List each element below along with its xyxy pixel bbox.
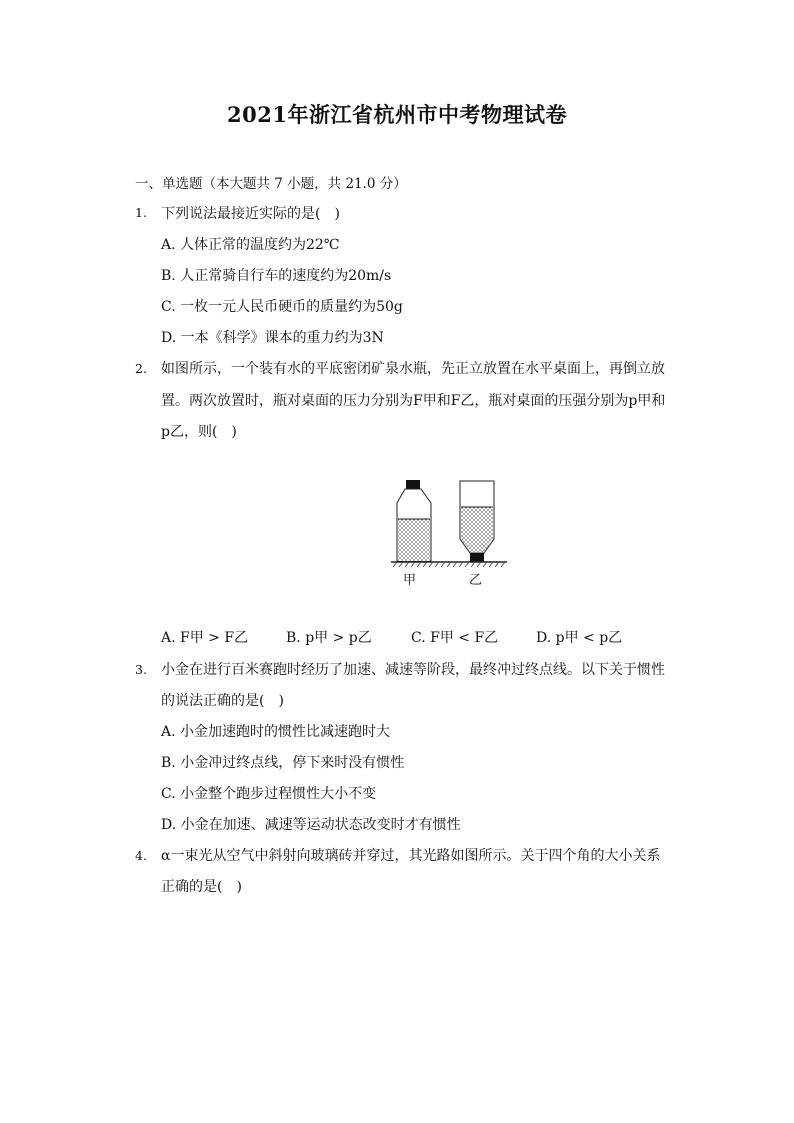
question-text-line: 正确的是( ) bbox=[161, 879, 242, 895]
option-d[interactable]: D. 一本《科学》课本的重力约为3N bbox=[161, 330, 384, 346]
label-yi: 乙 bbox=[469, 573, 483, 588]
table-surface bbox=[391, 562, 507, 567]
option-b[interactable]: B. 人正常骑自行车的速度约为20m/s bbox=[161, 268, 392, 284]
question-text: 下列说法最接近实际的是( ) bbox=[161, 206, 340, 222]
option-a[interactable]: A. 小金加速跑时的惯性比减速跑时大 bbox=[161, 724, 391, 740]
question-text-line: 的说法正确的是( ) bbox=[161, 693, 284, 709]
section-heading: 一、单选题（本大题共 7 小题，共 21.0 分） bbox=[135, 176, 407, 192]
bottle-inverted bbox=[460, 481, 494, 562]
options-row bbox=[161, 627, 661, 647]
question-number: 1. bbox=[135, 205, 147, 220]
question-text-line: 置。两次放置时，瓶对桌面的压力分别为F甲和F乙，瓶对桌面的压强分别为p甲和 bbox=[161, 393, 666, 409]
option-b[interactable]: B. 小金冲过终点线，停下来时没有惯性 bbox=[161, 755, 405, 771]
option-b[interactable]: B. p甲 > p乙 bbox=[286, 630, 372, 646]
bottle-upright bbox=[397, 480, 431, 561]
option-c[interactable]: C. 小金整个跑步过程惯性大小不变 bbox=[161, 786, 377, 802]
option-d[interactable]: D. 小金在加速、减速等运动状态改变时才有惯性 bbox=[161, 817, 461, 833]
option-a[interactable]: A. 人体正常的温度约为22℃ bbox=[161, 237, 340, 253]
option-c[interactable]: C. F甲 < F乙 bbox=[411, 630, 499, 646]
bottle-figure bbox=[383, 473, 543, 593]
option-c[interactable]: C. 一枚一元人民币硬币的质量约为50g bbox=[161, 299, 403, 315]
page-title: 2021年浙江省杭州市中考物理试卷 bbox=[227, 102, 567, 127]
question-number: 2. bbox=[135, 361, 147, 376]
question-text-line: α一束光从空气中斜射向玻璃砖并穿过，其光路如图所示。关于四个角的大小关系 bbox=[161, 848, 661, 864]
question-text-line: 如图所示，一个装有水的平底密闭矿泉水瓶，先正立放置在水平桌面上，再倒立放 bbox=[161, 361, 665, 377]
label-jia: 甲 bbox=[403, 573, 417, 588]
question-text-line: 小金在进行百米赛跑时经历了加速、减速等阶段，最终冲过终点线。以下关于惯性 bbox=[161, 662, 665, 678]
option-d[interactable]: D. p甲 < p乙 bbox=[536, 630, 623, 646]
question-number: 3. bbox=[135, 662, 147, 677]
question-number: 4. bbox=[135, 848, 147, 863]
option-a[interactable]: A. F甲 > F乙 bbox=[161, 630, 249, 646]
question-text-line: p乙，则( ) bbox=[161, 424, 237, 440]
